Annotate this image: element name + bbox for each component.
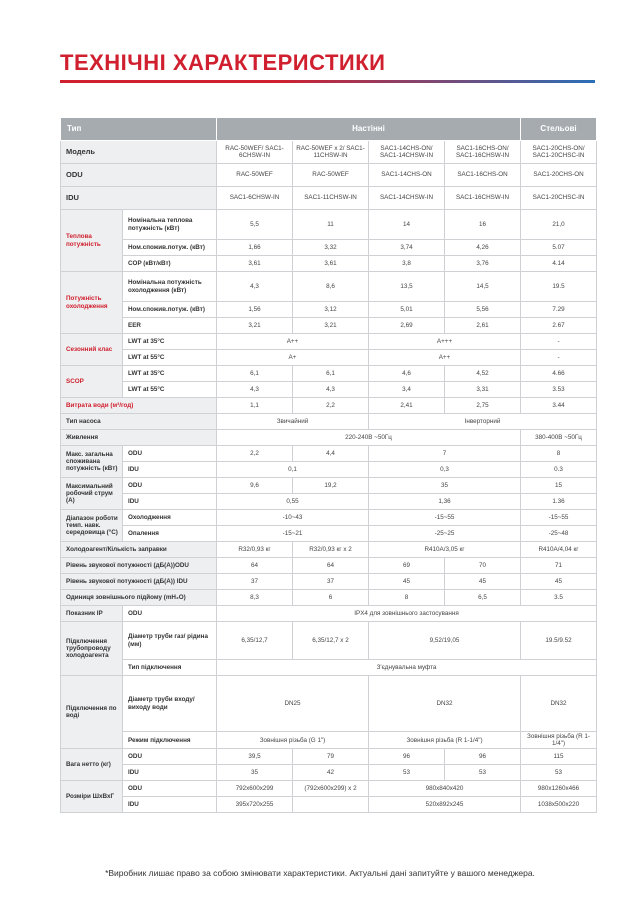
row-label: Номінальна потужність охолодження (кВт) — [123, 272, 217, 302]
table-cell: 4.66 — [521, 366, 597, 382]
table-cell: 4,3 — [217, 272, 293, 302]
table-cell: 3,61 — [293, 256, 369, 272]
table-row — [61, 676, 597, 732]
table-cell: -15~21 — [217, 526, 369, 542]
table-cell: - — [521, 350, 597, 366]
table-cell: 79 — [293, 749, 369, 765]
table-cell: 8,3 — [217, 590, 293, 606]
table-cell: R32/0,93 кг х 2 — [293, 542, 369, 558]
row-label: Живлення — [61, 430, 217, 446]
table-cell: 8,6 — [293, 272, 369, 302]
table-cell: 42 — [293, 765, 369, 781]
row-label: ODU — [123, 606, 217, 622]
table-cell: 4,26 — [445, 240, 521, 256]
table-row — [61, 187, 597, 210]
row-label: LWT at 35°C — [123, 366, 217, 382]
table-row — [61, 382, 597, 398]
table-cell: 4.14 — [521, 256, 597, 272]
row-label: ODU — [123, 478, 217, 494]
header-ceiling: Стельові — [521, 118, 597, 141]
table-cell: SAC1-16CHS-ON — [445, 164, 521, 187]
table-cell: 39,5 — [217, 749, 293, 765]
table-cell: 5.07 — [521, 240, 597, 256]
table-cell: 37 — [293, 574, 369, 590]
row-label: Одиниця зовнішнього підйому (mH₂O) — [61, 590, 217, 606]
table-cell: 64 — [293, 558, 369, 574]
table-cell: A+++ — [369, 334, 521, 350]
table-cell: 19.5 — [521, 272, 597, 302]
table-cell: 21,0 — [521, 210, 597, 240]
table-cell: RAC-50WEF — [293, 164, 369, 187]
table-cell: 19.5/9.52 — [521, 622, 597, 660]
row-label: Ном.спожив.потуж. (кВт) — [123, 240, 217, 256]
table-row — [61, 414, 597, 430]
table-cell: 0,1 — [217, 462, 369, 478]
row-label: Опалення — [123, 526, 217, 542]
group-label: Сезонний клас — [61, 334, 123, 366]
table-cell: 980x1260x466 — [521, 781, 597, 797]
table-row — [61, 478, 597, 494]
table-cell: SAC1-14CHS-ON/ SAC1-14CHSW-IN — [369, 141, 445, 164]
table-cell: 4,6 — [369, 366, 445, 382]
row-label: EER — [123, 318, 217, 334]
table-cell: SAC1-16CHS-ON/ SAC1-16CHSW-IN — [445, 141, 521, 164]
table-cell: 395x720x255 — [217, 797, 293, 813]
table-cell: 520x892x245 — [369, 797, 521, 813]
table-row — [61, 765, 597, 781]
table-cell: 2,69 — [369, 318, 445, 334]
row-label: LWT at 35°C — [123, 334, 217, 350]
table-row — [61, 318, 597, 334]
table-cell: 96 — [445, 749, 521, 765]
table-cell: 53 — [445, 765, 521, 781]
table-cell: 69 — [369, 558, 445, 574]
table-cell: 0.3 — [521, 462, 597, 478]
table-row — [61, 749, 597, 765]
row-label: Модель — [61, 141, 217, 164]
table-cell: 35 — [369, 478, 521, 494]
table-cell: SAC1-11CHSW-IN — [293, 187, 369, 210]
table-cell: 5,56 — [445, 302, 521, 318]
table-cell: 70 — [445, 558, 521, 574]
table-cell: SAC1-20CHS-ON/ SAC1-20CHSC-IN — [521, 141, 597, 164]
table-cell: SAC1-16CHSW-IN — [445, 187, 521, 210]
group-label: Діапазон роботи темп. навк. середовища (°C) — [61, 510, 123, 542]
table-row — [61, 462, 597, 478]
table-cell: 1,1 — [217, 398, 293, 414]
table-cell: 2,41 — [369, 398, 445, 414]
group-label: Підключення по воді — [61, 676, 123, 749]
table-row — [61, 350, 597, 366]
table-cell: 2,61 — [445, 318, 521, 334]
row-label: Номінальна теплова потужність (кВт) — [123, 210, 217, 240]
spec-table — [60, 117, 597, 813]
row-label: Рівень звукової потужності (дБ(A)) IDU — [61, 574, 217, 590]
table-cell: 8 — [521, 446, 597, 462]
table-row — [61, 334, 597, 350]
table-cell: Зовнішня різьба (R 1-1/4") — [369, 732, 521, 749]
row-label: Режим підключення — [123, 732, 217, 749]
table-cell: 35 — [217, 765, 293, 781]
table-cell: 8 — [369, 590, 445, 606]
table-cell: 6 — [293, 590, 369, 606]
table-cell: 96 — [369, 749, 445, 765]
table-cell: 3,61 — [217, 256, 293, 272]
row-label: IDU — [123, 797, 217, 813]
table-cell: З'єднувальна муфта — [217, 660, 597, 676]
table-row — [61, 574, 597, 590]
table-cell: 2.67 — [521, 318, 597, 334]
row-label: Показник IP — [61, 606, 123, 622]
table-cell: SAC1-6CHSW-IN — [217, 187, 293, 210]
table-cell: -10~43 — [217, 510, 369, 526]
table-cell: 3,12 — [293, 302, 369, 318]
page-title: ТЕХНІЧНІ ХАРАКТЕРИСТИКИ — [60, 50, 386, 75]
table-cell: DN25 — [217, 676, 369, 732]
table-cell: 6,35/12,7 x 2 — [293, 622, 369, 660]
table-cell: R410A/4,04 кг — [521, 542, 597, 558]
table-row — [61, 510, 597, 526]
row-label: COP (кВт/кВт) — [123, 256, 217, 272]
table-cell: 3,4 — [369, 382, 445, 398]
table-row — [61, 446, 597, 462]
row-label: Ном.спожив.потуж. (кВт) — [123, 302, 217, 318]
table-cell: 2,2 — [217, 446, 293, 462]
table-cell: 45 — [445, 574, 521, 590]
table-cell: 115 — [521, 749, 597, 765]
table-cell: 53 — [369, 765, 445, 781]
table-cell: - — [521, 334, 597, 350]
table-cell: 45 — [521, 574, 597, 590]
group-label: Вага нетто (кг) — [61, 749, 123, 781]
table-cell: -25~25 — [369, 526, 521, 542]
row-label: IDU — [61, 187, 217, 210]
table-cell: 13,5 — [369, 272, 445, 302]
table-cell: 53 — [521, 765, 597, 781]
table-row — [61, 660, 597, 676]
table-cell: 7.29 — [521, 302, 597, 318]
table-cell: A++ — [217, 334, 369, 350]
group-label: Максимальний робочий струм (A) — [61, 478, 123, 510]
footnote: *Виробник лишає право за собою змінювати характеристики. Актуальні дані запитуйте у вашого менеджера. — [105, 868, 535, 878]
table-row — [61, 366, 597, 382]
table-cell: RAC-50WEF — [217, 164, 293, 187]
table-row — [61, 732, 597, 749]
row-label: Холодоагент/Кількість заправки — [61, 542, 217, 558]
table-cell: 64 — [217, 558, 293, 574]
header-wall: Настінні — [217, 118, 521, 141]
table-cell: 45 — [369, 574, 445, 590]
table-cell: SAC1-14CHSW-IN — [369, 187, 445, 210]
table-row — [61, 398, 597, 414]
table-cell: 9,6 — [217, 478, 293, 494]
table-cell: 5,5 — [217, 210, 293, 240]
table-cell: 15 — [521, 478, 597, 494]
table-cell: DN32 — [521, 676, 597, 732]
table-cell: 7 — [369, 446, 521, 462]
table-cell: SAC1-20CHS-ON — [521, 164, 597, 187]
table-row — [61, 622, 597, 660]
group-label: Підключення трубопроводу холодоагента — [61, 622, 123, 676]
table-cell: RAC-50WEF/ SAC1-6CHSW-IN — [217, 141, 293, 164]
table-cell: A++ — [369, 350, 521, 366]
table-cell — [293, 797, 369, 813]
table-cell: 3.44 — [521, 398, 597, 414]
table-cell: 792x600x299 — [217, 781, 293, 797]
table-cell: 1,36 — [369, 494, 521, 510]
table-cell: 3,74 — [369, 240, 445, 256]
table-cell: 14 — [369, 210, 445, 240]
table-cell: 71 — [521, 558, 597, 574]
row-label: LWT at 55°C — [123, 350, 217, 366]
table-cell: 6,5 — [445, 590, 521, 606]
table-cell: 19,2 — [293, 478, 369, 494]
table-cell: IPX4 для зовнішнього застосування — [217, 606, 597, 622]
table-cell: 3,76 — [445, 256, 521, 272]
table-row — [61, 430, 597, 446]
table-cell: 4,3 — [217, 382, 293, 398]
row-label: Тип насоса — [61, 414, 217, 430]
row-label: ODU — [123, 781, 217, 797]
table-cell: 6,35/12,7 — [217, 622, 293, 660]
header-row — [61, 118, 597, 141]
row-label: Витрата води (м³/год) — [61, 398, 217, 414]
table-cell: 1.36 — [521, 494, 597, 510]
table-row — [61, 256, 597, 272]
table-cell: Звичайний — [217, 414, 369, 430]
table-row — [61, 302, 597, 318]
table-cell: 5,01 — [369, 302, 445, 318]
group-label: Теплова потужність — [61, 210, 123, 272]
table-cell: Зовнішня різьба (G 1") — [217, 732, 369, 749]
table-cell: 37 — [217, 574, 293, 590]
table-cell: 16 — [445, 210, 521, 240]
table-row — [61, 606, 597, 622]
table-row — [61, 590, 597, 606]
table-cell: 6,1 — [293, 366, 369, 382]
table-cell: 3,32 — [293, 240, 369, 256]
table-cell: Інверторний — [369, 414, 597, 430]
table-cell: -25~48 — [521, 526, 597, 542]
table-cell: 2,2 — [293, 398, 369, 414]
table-cell: R410A/3,05 кг — [369, 542, 521, 558]
table-cell: 380-400В ~50Гц — [521, 430, 597, 446]
group-label: Розміри ШхВхГ — [61, 781, 123, 813]
table-cell: RAC-50WEF x 2/ SAC1-11CHSW-IN — [293, 141, 369, 164]
table-cell: SAC1-14CHS-ON — [369, 164, 445, 187]
group-label: Потужність охолодження — [61, 272, 123, 334]
table-cell: 0,3 — [369, 462, 521, 478]
table-cell: 1038x500x220 — [521, 797, 597, 813]
table-cell: 0,55 — [217, 494, 369, 510]
title-rule — [60, 80, 595, 83]
table-cell: 4,3 — [293, 382, 369, 398]
table-cell: R32/0,93 кг — [217, 542, 293, 558]
table-row — [61, 210, 597, 240]
row-label: ODU — [123, 446, 217, 462]
table-cell: 980x840x420 — [369, 781, 521, 797]
group-label: Макс. загальна споживана потужність (кВт) — [61, 446, 123, 478]
table-row — [61, 272, 597, 302]
row-label: Охолодження — [123, 510, 217, 526]
row-label: Рівень звукової потужності (дБ(A))ODU — [61, 558, 217, 574]
table-cell: -15~55 — [521, 510, 597, 526]
row-label: ODU — [123, 749, 217, 765]
table-cell: 14,5 — [445, 272, 521, 302]
table-row — [61, 558, 597, 574]
table-cell: 4,4 — [293, 446, 369, 462]
table-cell: -15~55 — [369, 510, 521, 526]
row-label: Діаметр труби газ/ рідина (мм) — [123, 622, 217, 660]
table-cell: SAC1-20CHSC-IN — [521, 187, 597, 210]
table-cell: 4,52 — [445, 366, 521, 382]
table-cell: 3,21 — [293, 318, 369, 334]
table-row — [61, 494, 597, 510]
table-cell: 3,21 — [217, 318, 293, 334]
row-label: LWT at 55°C — [123, 382, 217, 398]
row-label: IDU — [123, 494, 217, 510]
row-label: IDU — [123, 765, 217, 781]
row-label: Діаметр труби входу/ виходу води — [123, 676, 217, 732]
table-cell: 3,8 — [369, 256, 445, 272]
table-cell: 9,52/19,05 — [369, 622, 521, 660]
table-cell: A+ — [217, 350, 369, 366]
table-cell: 1,56 — [217, 302, 293, 318]
table-cell: 1,66 — [217, 240, 293, 256]
table-row — [61, 141, 597, 164]
table-cell: (792x600x299) x 2 — [293, 781, 369, 797]
table-cell: 3.53 — [521, 382, 597, 398]
header-type: Тип — [61, 118, 217, 141]
table-row — [61, 797, 597, 813]
table-cell: 11 — [293, 210, 369, 240]
table-row — [61, 542, 597, 558]
table-row — [61, 164, 597, 187]
table-row — [61, 526, 597, 542]
table-cell: Зовнішня різьба (R 1-1/4") — [521, 732, 597, 749]
table-cell: 220-240В ~50Гц — [217, 430, 521, 446]
table-cell: DN32 — [369, 676, 521, 732]
table-cell: 3.5 — [521, 590, 597, 606]
table-cell: 6,1 — [217, 366, 293, 382]
row-label: ODU — [61, 164, 217, 187]
row-label: Тип підключення — [123, 660, 217, 676]
group-label: SCOP — [61, 366, 123, 398]
table-row — [61, 240, 597, 256]
table-cell: 2,75 — [445, 398, 521, 414]
row-label: IDU — [123, 462, 217, 478]
table-cell: 3,31 — [445, 382, 521, 398]
table-row — [61, 781, 597, 797]
